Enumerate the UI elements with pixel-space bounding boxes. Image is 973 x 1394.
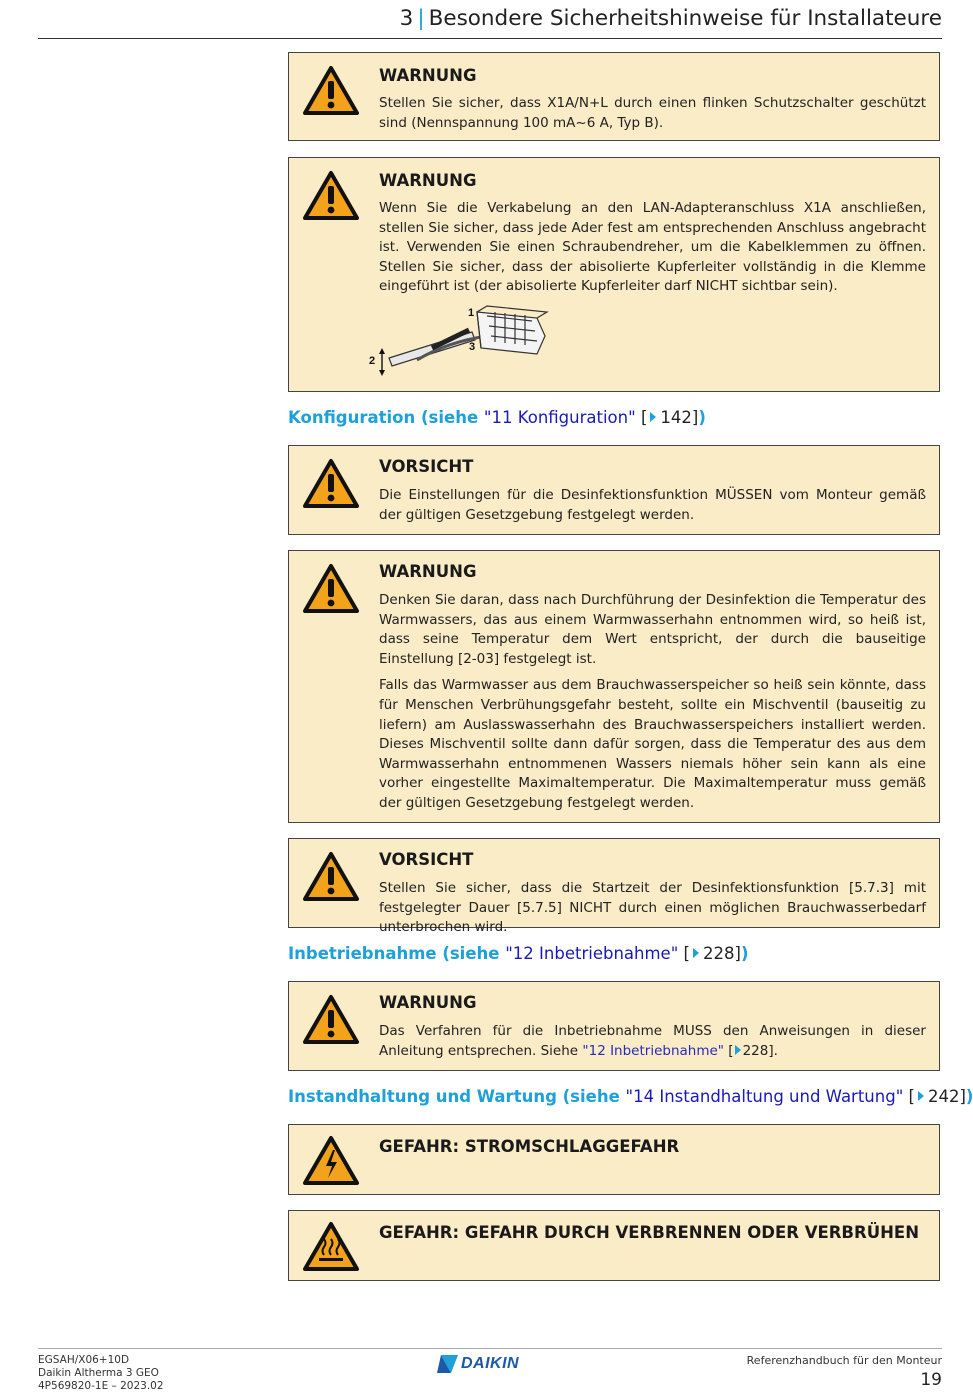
warning-icon	[302, 65, 360, 117]
box-paragraph	[379, 1022, 926, 1061]
footer-divider	[38, 1348, 942, 1349]
box-paragraph: Stellen Sie sicher, dass die Startzeit der Desinfektionsfunktion [5.7.3] mit festgelegter Dauer [5.7.5] NICHT durch einen möglichen Brauchwasserbedarf unterbrochen wird.	[379, 880, 926, 936]
warning-icon	[302, 994, 360, 1046]
box-paragraph: Denken Sie daran, dass nach Durchführung der Desinfektion die Temperatur des Warmwassers, das aus einem Warmwasserhahn entnommen wird, so heiß ist, dass seine Temperatur dem Wert entspricht, der durch die bauseitige Einstellung [2‑03] festgelegt ist.	[379, 592, 926, 667]
footer-manual-title: Referenzhandbuch für den Monteur	[746, 1354, 942, 1367]
box-title: VORSICHT	[379, 457, 474, 476]
box-body	[379, 591, 926, 814]
bracket-open: [	[724, 1042, 734, 1059]
section-label: Konfiguration (siehe	[288, 408, 484, 427]
link-page: 228	[742, 1042, 769, 1059]
warning-box-3	[288, 550, 940, 823]
warning-icon	[302, 458, 360, 510]
figure-label-2: 2	[369, 355, 376, 367]
section-close: )	[965, 1087, 973, 1106]
inbetriebnahme-link[interactable]: "12 Inbetriebnahme"	[582, 1042, 725, 1059]
box-text: Das Verfahren für die Inbetriebnahme MUSS den Anweisungen in dieser Anleitung entsprechen. Siehe	[379, 1023, 926, 1059]
chapter-title-text: Besondere Sicherheitshinweise für Installateure	[428, 6, 942, 31]
header-separator: |	[417, 6, 425, 31]
footer-doc-id: 4P569820-1E – 2023.02	[38, 1380, 164, 1392]
box-paragraph: Wenn Sie die Verkabelung an den LAN-Adapteranschluss X1A anschließen, stellen Sie sicher, dass jede Ader fest am entsprechenden Anschluss angebracht ist. Verwenden Sie einen Schraubendreher, um die Kabelklemmen zu öffnen. Stellen Sie sicher, dass der abisolierte Kupferleiter vollständig in die Klemme eingeführt ist (der abisolierte Kupferleiter darf NICHT sichtbar sein).	[379, 200, 926, 295]
danger-box-hot	[288, 1210, 940, 1281]
box-title: WARNUNG	[379, 562, 477, 581]
caution-box-2	[288, 838, 940, 936]
footer-doc-info	[38, 1354, 164, 1393]
box-title: VORSICHT	[379, 850, 474, 869]
section-heading-inbetriebnahme: Inbetriebnahme (siehe "12 Inbetriebnahme" [ 228])	[288, 944, 749, 963]
warning-box-4	[288, 981, 940, 1071]
page-pointer-icon	[650, 412, 656, 422]
section-ref-link[interactable]: "12 Inbetriebnahme"	[505, 944, 679, 963]
hot-surface-icon	[302, 1221, 360, 1273]
chapter-title	[400, 6, 942, 31]
section-label: Instandhaltung und Wartung (siehe	[288, 1087, 626, 1106]
warning-box-1	[288, 52, 940, 141]
page-pointer-icon	[735, 1045, 741, 1055]
box-title: WARNUNG	[379, 993, 477, 1012]
warning-icon	[302, 170, 360, 222]
figure-label-3: 3	[469, 341, 476, 353]
chapter-number: 3	[399, 6, 414, 31]
page-pointer-icon	[693, 948, 699, 958]
daikin-logo	[437, 1353, 543, 1375]
page-header	[38, 0, 942, 39]
warning-icon	[302, 563, 360, 615]
figure-label-1: 1	[468, 307, 475, 319]
section-heading-konfiguration: Konfiguration (siehe "11 Konfiguration" [ 142])	[288, 408, 706, 427]
section-label: Inbetriebnahme (siehe	[288, 944, 506, 963]
box-paragraph: Die Einstellungen für die Desinfektionsfunktion MÜSSEN vom Monteur gemäß der gültigen Gesetzgebung festgelegt werden.	[379, 487, 926, 523]
box-body	[379, 94, 926, 133]
bracket-close: ].	[768, 1042, 778, 1059]
box-body	[379, 199, 926, 297]
box-paragraph: Falls das Warmwasser aus dem Brauchwasserspeicher so heiß sein könnte, dass für Menschen Verbrühungsgefahr besteht, sollte ein Mischventil (bauseitig zu liefern) am Auslasswasserhahn des Brauchwasserspeichers installiert werden. Dieses Mischventil sollte dann dafür sorgen, dass die Temperatur des aus dem Warmwasserhahn entnommenen Wassers niemals höher sein kann als eine vorher eingestellte Maximaltemperatur. Die Maximaltemperatur muss gemäß der gültigen Gesetzgebung festgelegt werden.	[379, 677, 926, 811]
box-title: GEFAHR: GEFAHR DURCH VERBRENNEN ODER VERBRÜHEN	[379, 1223, 920, 1242]
section-close: )	[740, 944, 749, 963]
section-heading-instandhaltung: Instandhaltung und Wartung (siehe "14 Instandhaltung und Wartung" [ 242])	[288, 1087, 973, 1106]
section-page: 242	[927, 1087, 960, 1106]
daikin-logo-icon	[437, 1354, 459, 1374]
electric-shock-icon	[302, 1135, 360, 1187]
section-close: )	[698, 408, 706, 427]
box-title: WARNUNG	[379, 171, 477, 190]
section-page: 228	[703, 944, 735, 963]
box-body	[379, 879, 926, 938]
danger-box-electric	[288, 1124, 940, 1195]
section-ref-link[interactable]: "11 Konfiguration"	[483, 408, 636, 427]
box-body	[379, 486, 926, 525]
page-pointer-icon	[918, 1091, 924, 1101]
footer-model: EGSAH/X06+10D	[38, 1354, 130, 1366]
box-body	[379, 1022, 926, 1061]
warning-box-2	[288, 157, 940, 392]
warning-icon	[302, 851, 360, 903]
caution-box-1	[288, 445, 940, 535]
section-page: 142	[660, 408, 692, 427]
daikin-logo-text: DAIKIN	[461, 1355, 520, 1372]
section-ref-link[interactable]: "14 Instandhaltung und Wartung"	[625, 1087, 904, 1106]
page-number: 19	[920, 1370, 942, 1390]
box-paragraph: Stellen Sie sicher, dass X1A/N+L durch einen flinken Schutzschalter geschützt sind (Nennspannung 100 mA~6 A, Typ B).	[379, 95, 926, 131]
box-title: WARNUNG	[379, 66, 477, 85]
lan-terminal-figure	[369, 302, 557, 380]
footer-product: Daikin Altherma 3 GEO	[38, 1367, 159, 1379]
box-title: GEFAHR: STROMSCHLAGGEFAHR	[379, 1137, 680, 1156]
